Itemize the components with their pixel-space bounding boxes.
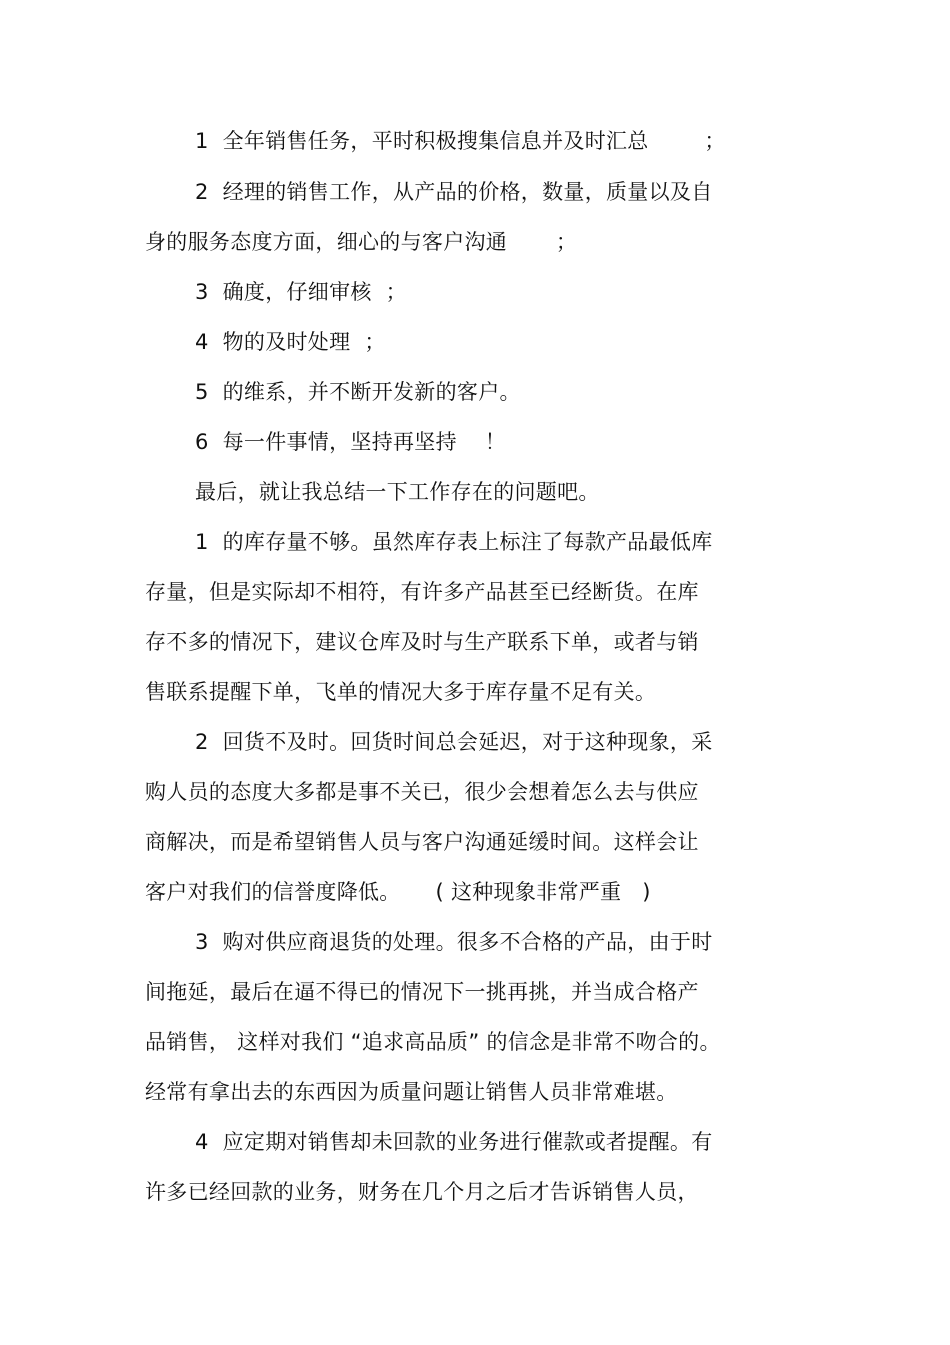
- text-line-6: 5 的维系，并不断开发新的客户。: [195, 380, 521, 404]
- text-line-22: 许多已经回款的业务，财务在几个月之后才告诉销售人员，: [145, 1180, 699, 1204]
- text-line-4: 3 确度，仔细审核 ；: [195, 280, 407, 304]
- text-line-13: 2 回货不及时。回货时间总会延迟，对于这种现象，采: [195, 730, 713, 754]
- text-line-15: 商解决，而是希望销售人员与客户沟通延缓时间。这样会让: [145, 830, 699, 854]
- text-line-3: 身的服务态度方面，细心的与客户沟通 ；: [145, 230, 578, 254]
- text-line-10: 存量，但是实际却不相符，有许多产品甚至已经断货。在库: [145, 580, 699, 604]
- text-line-12: 售联系提醒下单，飞单的情况大多于库存量不足有关。: [145, 680, 657, 704]
- text-line-16: 客户对我们的信誉度降低。 ( 这种现象非常严重 ): [145, 880, 651, 904]
- text-line-18: 间拖延，最后在逼不得已的情况下一挑再挑，并当成合格产: [145, 980, 699, 1004]
- text-line-17: 3 购对供应商退货的处理。很多不合格的产品，由于时: [195, 930, 713, 954]
- text-line-7: 6 每一件事情，坚持再坚持 ！: [195, 430, 507, 454]
- text-line-8: 最后，就让我总结一下工作存在的问题吧。: [195, 480, 600, 504]
- text-line-2: 2 经理的销售工作，从产品的价格，数量，质量以及自: [195, 180, 713, 204]
- text-line-9: 1 的库存量不够。虽然库存表上标注了每款产品最低库: [195, 530, 713, 554]
- text-line-21: 4 应定期对销售却未回款的业务进行催款或者提醒。有: [195, 1130, 713, 1154]
- text-line-19: 品销售， 这样对我们 “追求高品质” 的信念是非常不吻合的。: [145, 1030, 721, 1054]
- text-line-14: 购人员的态度大多都是事不关已，很少会想着怎么去与供应: [145, 780, 699, 804]
- text-line-1: 1 全年销售任务，平时积极搜集信息并及时汇总 ；: [195, 129, 726, 153]
- text-line-20: 经常有拿出去的东西因为质量问题让销售人员非常难堪。: [145, 1080, 678, 1104]
- text-line-5: 4 物的及时处理 ；: [195, 330, 386, 354]
- text-line-11: 存不多的情况下，建议仓库及时与生产联系下单，或者与销: [145, 630, 699, 654]
